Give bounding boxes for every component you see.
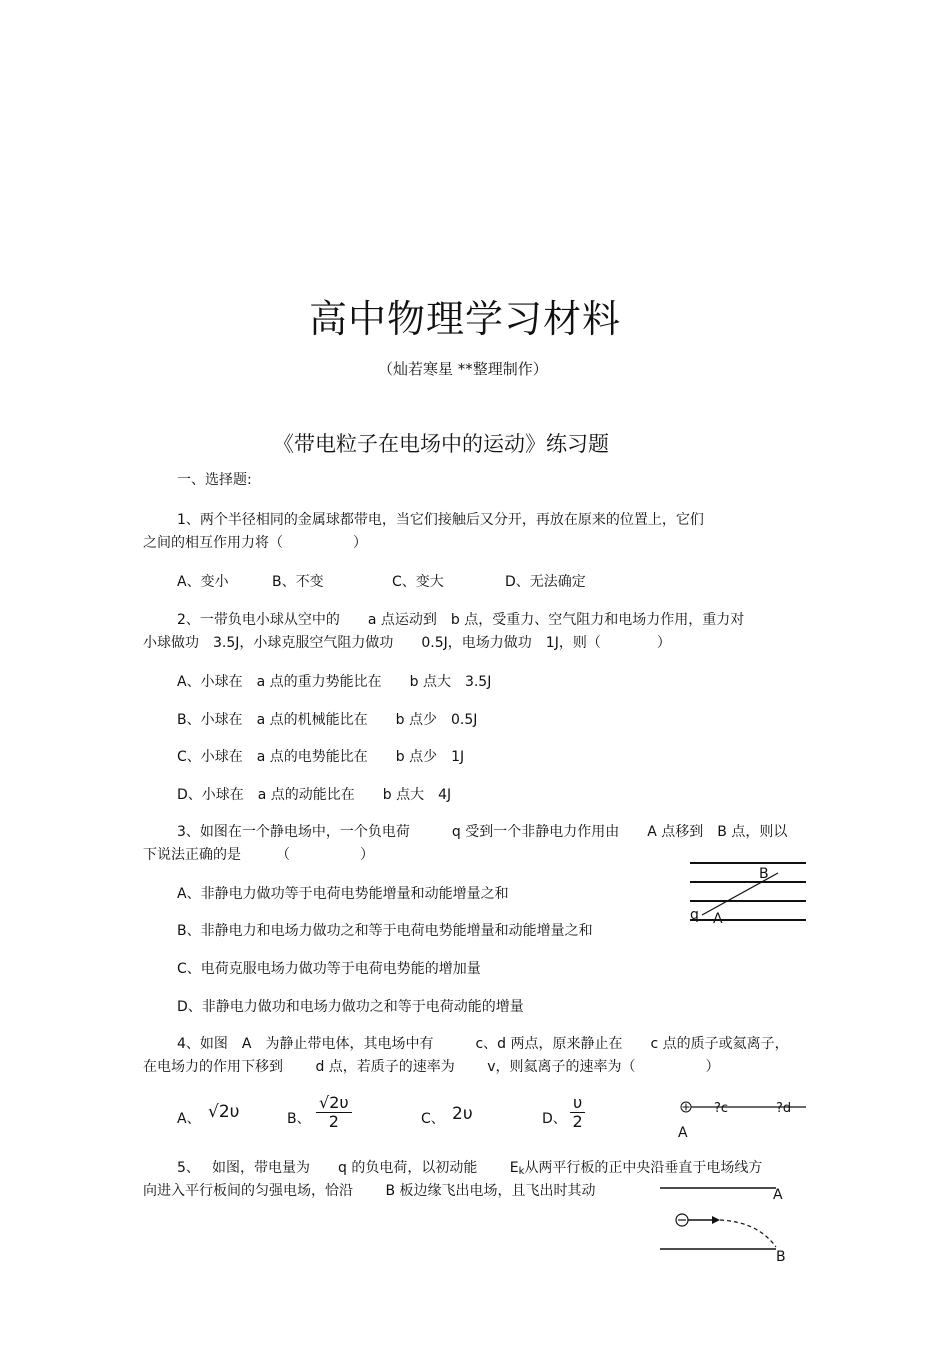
q3-option-c: C、电荷克服电场力做功等于电荷电势能的增加量 bbox=[177, 961, 481, 977]
q3-label-q: q bbox=[690, 907, 699, 923]
q1-line1: 1、两个半径相同的金属球都带电，当它们接触后又分开，再放在原来的位置上，它们 bbox=[177, 512, 704, 528]
q3-field-figure bbox=[688, 860, 808, 930]
q1-line2: 之间的相互作用力将（ ） bbox=[143, 535, 367, 551]
q2-option-b: B、小球在 a 点的机械能比在 b 点少 0.5J bbox=[177, 712, 478, 728]
q3-label-a: A bbox=[713, 911, 723, 927]
q3-line2: 下说法正确的是 （ ） bbox=[143, 847, 374, 863]
q4-option-a-label: A、 bbox=[177, 1111, 201, 1127]
q5-line1 bbox=[212, 1157, 762, 1177]
q3-option-a: A、非静电力做功等于电荷电势能增量和动能增量之和 bbox=[177, 886, 509, 902]
q4-option-b-fraction bbox=[316, 1094, 352, 1131]
q4-option-b-denominator: 2 bbox=[328, 1112, 339, 1131]
q5-label-a: A bbox=[773, 1187, 783, 1203]
q1-option-d: D、无法确定 bbox=[505, 574, 586, 590]
q5-label-b: B bbox=[776, 1249, 786, 1265]
trajectory-curve bbox=[720, 1220, 776, 1247]
q4-option-d-label: D、 bbox=[542, 1111, 567, 1127]
q3-option-b: B、非静电力和电场力做功之和等于电荷电势能增量和动能增量之和 bbox=[177, 923, 593, 939]
q3-line1: 3、如图在一个静电场中，一个负电荷 q 受到一个非静电力作用由 A 点移到 B 点，则以 bbox=[177, 824, 788, 840]
q4-label-d: ?d bbox=[776, 1101, 792, 1116]
q5-line1-text: 如图，带电量为 q 的负电荷，以初动能 E bbox=[212, 1160, 519, 1176]
q5-subscript-k: k bbox=[518, 1166, 525, 1177]
q3-label-b: B bbox=[759, 866, 769, 882]
page-subtitle: （灿若寒星 **整理制作） bbox=[378, 360, 548, 378]
q2-line2: 小球做功 3.5J，小球克服空气阻力做功 0.5J，电场力做功 1J，则（ ） bbox=[143, 635, 671, 651]
q5-plates-figure bbox=[658, 1184, 788, 1254]
q4-option-a-value: √2υ bbox=[208, 1102, 240, 1122]
q2-line1: 2、一带负电小球从空中的 a 点运动到 b 点，受重力、空气阻力和电场力作用，重力对 bbox=[177, 612, 745, 628]
q1-option-a: A、变小 bbox=[177, 574, 229, 590]
q4-option-d-numerator: υ bbox=[570, 1094, 585, 1113]
q5-line2: 向进入平行板间的匀强电场，恰沿 B 板边缘飞出电场，且飞出时其动 bbox=[143, 1183, 596, 1199]
q4-label-a: A bbox=[678, 1125, 688, 1141]
q1-option-c: C、变大 bbox=[392, 574, 444, 590]
q4-option-d-denominator: 2 bbox=[572, 1112, 583, 1131]
page-title: 高中物理学习材料 bbox=[309, 297, 622, 341]
q5-number: 5、 bbox=[177, 1160, 200, 1176]
q1-option-b: B、不变 bbox=[272, 574, 324, 590]
q5-line1-text-b: 从两平行板的正中央沿垂直于电场线方 bbox=[524, 1160, 763, 1176]
q2-option-c: C、小球在 a 点的电势能比在 b 点少 1J bbox=[177, 749, 465, 765]
section-title: 一、选择题: bbox=[177, 472, 252, 488]
arrow-head-icon bbox=[712, 1216, 720, 1224]
q4-option-b-label: B、 bbox=[287, 1111, 311, 1127]
q4-option-d-fraction bbox=[570, 1094, 585, 1131]
q4-line2: 在电场力的作用下移到 d 点，若质子的速率为 v，则氦离子的速率为（ ） bbox=[143, 1059, 720, 1075]
q4-label-c: ?c bbox=[714, 1101, 729, 1116]
q2-option-a: A、小球在 a 点的重力势能比在 b 点大 3.5J bbox=[177, 674, 492, 690]
q3-option-d: D、非静电力做功和电场力做功之和等于电荷动能的增量 bbox=[177, 999, 524, 1015]
q4-line1: 4、如图 A 为静止带电体，其电场中有 c、d 两点，原来静止在 c 点的质子或氦离子， bbox=[177, 1036, 789, 1052]
q4-option-b-numerator: √2υ bbox=[316, 1094, 352, 1113]
q2-option-d: D、小球在 a 点的动能比在 b 点大 4J bbox=[177, 787, 452, 803]
q4-option-c-label: C、 bbox=[421, 1111, 445, 1127]
exercise-heading: 《带电粒子在电场中的运动》练习题 bbox=[273, 432, 609, 456]
q4-option-c-value: 2υ bbox=[452, 1104, 473, 1124]
